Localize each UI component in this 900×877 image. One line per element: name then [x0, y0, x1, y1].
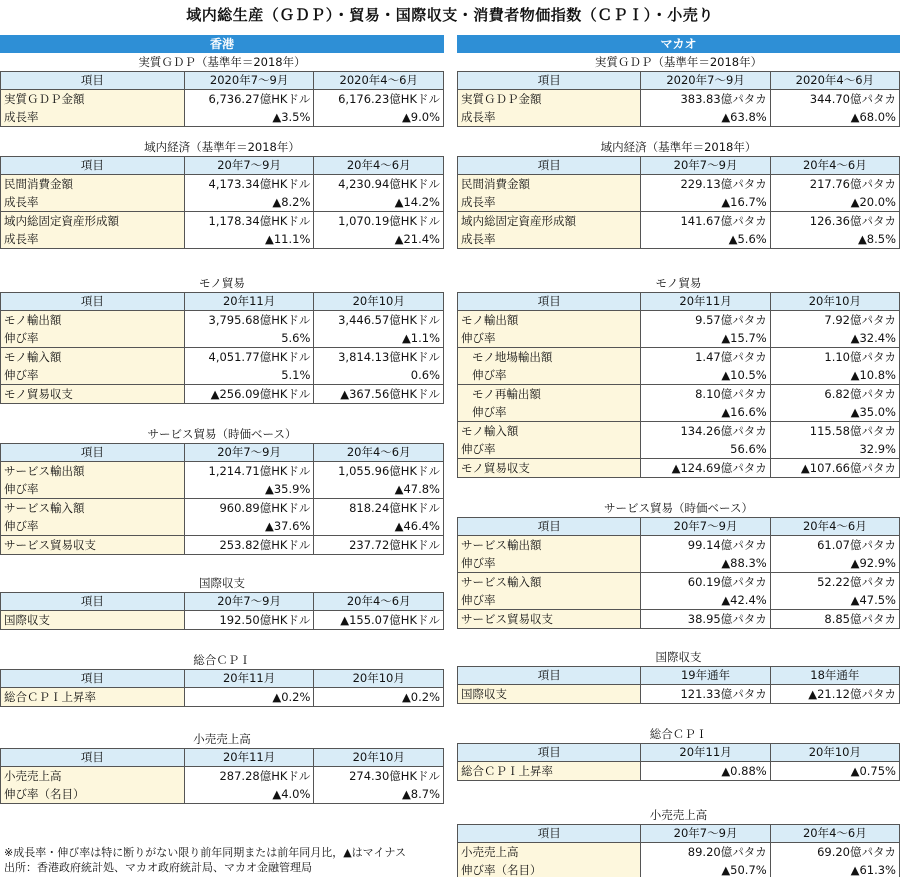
row-label: 伸び率（名目）: [458, 861, 641, 877]
table-row: [1, 688, 444, 707]
row-label: 民間消費金額: [1, 175, 185, 194]
table-row: [1, 212, 444, 231]
region-banner: マカオ: [457, 35, 900, 53]
value-cell: 5.1%: [184, 366, 314, 385]
section-title: 域内経済（基準年＝2018年）: [144, 140, 300, 154]
column-header-item: 項目: [1, 749, 185, 767]
section-title: 国際収支: [199, 576, 245, 590]
column-header-period: 20年4〜6月: [770, 157, 899, 175]
row-label: モノ輸出額: [458, 311, 641, 330]
value-cell: ▲11.1%: [184, 230, 314, 249]
value-cell: 126.36億パタカ: [770, 212, 899, 231]
column-header-item: 項目: [1, 72, 185, 90]
header-row: [458, 825, 900, 843]
section-goods-trade: [457, 275, 900, 478]
header-row: [1, 444, 444, 462]
column-header-period: 20年10月: [314, 749, 444, 767]
data-table: [457, 824, 900, 877]
header-row: [458, 667, 900, 685]
column-header-item: 項目: [458, 667, 641, 685]
row-label: 伸び率: [1, 517, 185, 536]
column-header-period: 20年4〜6月: [314, 157, 444, 175]
row-label: サービス輸出額: [458, 536, 641, 555]
value-cell: ▲3.5%: [184, 108, 314, 127]
row-label: モノ地場輸出額: [458, 348, 641, 367]
column-header-period: 20年7〜9月: [641, 518, 770, 536]
row-label: 成長率: [458, 108, 641, 127]
row-label: 伸び率: [1, 480, 185, 499]
value-cell: ▲0.75%: [770, 762, 899, 781]
table-row: [458, 843, 900, 862]
footnote-source: 出所：香港政府統計処、マカオ政府統計局、マカオ金融管理局: [4, 861, 312, 874]
section-overall-cpi: [457, 726, 900, 781]
row-label: 民間消費金額: [458, 175, 641, 194]
value-cell: 56.6%: [641, 440, 770, 459]
value-cell: 229.13億パタカ: [641, 175, 770, 194]
value-cell: ▲8.2%: [184, 193, 314, 212]
row-label: 成長率: [1, 108, 185, 127]
table-row: [458, 175, 900, 194]
table-row: [458, 90, 900, 109]
row-label: 伸び率（名目）: [1, 785, 185, 804]
header-row: [1, 72, 444, 90]
table-row: [1, 175, 444, 194]
data-table: [0, 443, 444, 555]
value-cell: 1,214.71億HKドル: [184, 462, 314, 481]
value-cell: ▲8.5%: [770, 230, 899, 249]
column-header-period: 20年7〜9月: [184, 157, 314, 175]
data-table: [457, 156, 900, 249]
data-table: [457, 292, 900, 478]
value-cell: 3,814.13億HKドル: [314, 348, 444, 367]
value-cell: ▲107.66億パタカ: [770, 459, 899, 478]
table-row: [1, 536, 444, 555]
value-cell: ▲37.6%: [184, 517, 314, 536]
row-label: モノ再輸出額: [458, 385, 641, 404]
table-row: [458, 422, 900, 441]
value-cell: ▲256.09億HKドル: [184, 385, 314, 404]
value-cell: ▲21.12億パタカ: [770, 685, 899, 704]
section-title: 小売売上高: [649, 808, 708, 822]
header-row: [458, 293, 900, 311]
value-cell: 32.9%: [770, 440, 899, 459]
data-table: [0, 156, 444, 249]
column-header-period: 20年10月: [314, 670, 444, 688]
value-cell: 383.83億パタカ: [641, 90, 770, 109]
value-cell: 9.57億パタカ: [641, 311, 770, 330]
value-cell: 7.92億パタカ: [770, 311, 899, 330]
row-label: 伸び率: [458, 366, 641, 385]
column-header-period: 19年通年: [641, 667, 770, 685]
row-label: モノ輸入額: [1, 348, 185, 367]
table-row: [458, 536, 900, 555]
row-label: 実質ＧＤＰ金額: [1, 90, 185, 109]
value-cell: 52.22億パタカ: [770, 573, 899, 592]
table-row: [458, 403, 900, 422]
row-label: 成長率: [1, 230, 185, 249]
value-cell: ▲16.7%: [641, 193, 770, 212]
row-label: 成長率: [1, 193, 185, 212]
section-balance-of-payments: [457, 649, 900, 704]
table-row: [1, 517, 444, 536]
row-label: 小売売上高: [1, 767, 185, 786]
section-title: 域内経済（基準年＝2018年）: [600, 140, 757, 154]
value-cell: 237.72億HKドル: [314, 536, 444, 555]
section-title: モノ貿易: [655, 276, 702, 290]
table-row: [1, 499, 444, 518]
table-row: [458, 861, 900, 877]
section-title: サービス貿易（時価ベース）: [147, 427, 297, 441]
value-cell: ▲20.0%: [770, 193, 899, 212]
value-cell: 0.6%: [314, 366, 444, 385]
header-row: [458, 157, 900, 175]
row-label: 伸び率: [458, 554, 641, 573]
column-header-item: 項目: [458, 293, 641, 311]
table-row: [1, 329, 444, 348]
value-cell: ▲367.56億HKドル: [314, 385, 444, 404]
value-cell: 38.95億パタカ: [641, 610, 770, 629]
value-cell: ▲47.5%: [770, 591, 899, 610]
row-label: 国際収支: [458, 685, 641, 704]
value-cell: ▲1.1%: [314, 329, 444, 348]
value-cell: ▲92.9%: [770, 554, 899, 573]
row-label: モノ貿易収支: [1, 385, 185, 404]
value-cell: 287.28億HKドル: [184, 767, 314, 786]
value-cell: 1.10億パタカ: [770, 348, 899, 367]
row-label: 小売売上高: [458, 843, 641, 862]
section-real-gdp: [0, 54, 444, 127]
section-domestic-economy: [0, 139, 444, 249]
row-label: 域内総固定資産形成額: [458, 212, 641, 231]
section-services-trade: [0, 426, 444, 555]
table-row: [458, 591, 900, 610]
value-cell: 89.20億パタカ: [641, 843, 770, 862]
table-row: [1, 385, 444, 404]
data-table: [0, 71, 444, 127]
value-cell: ▲5.6%: [641, 230, 770, 249]
table-row: [458, 212, 900, 231]
column-header-period: 18年通年: [770, 667, 899, 685]
value-cell: 5.6%: [184, 329, 314, 348]
section-retail-sales: [457, 807, 900, 877]
data-table: [457, 517, 900, 629]
column-header-period: 20年11月: [641, 744, 770, 762]
value-cell: 1,055.96億HKドル: [314, 462, 444, 481]
table-row: [458, 440, 900, 459]
section-services-trade: [457, 500, 900, 629]
table-row: [1, 348, 444, 367]
column-header-item: 項目: [1, 670, 185, 688]
value-cell: 274.30億HKドル: [314, 767, 444, 786]
table-row: [1, 462, 444, 481]
section-title: 国際収支: [655, 650, 702, 664]
row-label: モノ貿易収支: [458, 459, 641, 478]
column-header-item: 項目: [1, 593, 185, 611]
table-row: [458, 311, 900, 330]
data-table: [0, 592, 444, 630]
row-label: モノ輸出額: [1, 311, 185, 330]
value-cell: 4,051.77億HKドル: [184, 348, 314, 367]
row-label: 伸び率: [458, 329, 641, 348]
value-cell: 134.26億パタカ: [641, 422, 770, 441]
column-header-period: 20年11月: [184, 749, 314, 767]
section-overall-cpi: [0, 652, 444, 707]
column-header-period: 20年4〜6月: [314, 593, 444, 611]
table-row: [1, 785, 444, 804]
table-row: [458, 348, 900, 367]
section-domestic-economy: [457, 139, 900, 249]
column-header-period: 20年10月: [314, 293, 444, 311]
value-cell: ▲4.0%: [184, 785, 314, 804]
value-cell: 6,736.27億HKドル: [184, 90, 314, 109]
value-cell: 121.33億パタカ: [641, 685, 770, 704]
row-label: 伸び率: [1, 329, 185, 348]
value-cell: ▲16.6%: [641, 403, 770, 422]
column-header-period: 20年10月: [770, 744, 899, 762]
table-row: [1, 108, 444, 127]
value-cell: 1,178.34億HKドル: [184, 212, 314, 231]
section-title: 実質ＧＤＰ（基準年＝2018年）: [594, 55, 763, 69]
row-label: 成長率: [458, 230, 641, 249]
value-cell: 4,173.34億HKドル: [184, 175, 314, 194]
column-header-period: 20年7〜9月: [184, 593, 314, 611]
value-cell: ▲61.3%: [770, 861, 899, 877]
value-cell: 141.67億パタカ: [641, 212, 770, 231]
value-cell: 4,230.94億HKドル: [314, 175, 444, 194]
table-row: [1, 767, 444, 786]
value-cell: ▲9.0%: [314, 108, 444, 127]
column-header-item: 項目: [458, 518, 641, 536]
column-header-item: 項目: [1, 293, 185, 311]
table-row: [458, 554, 900, 573]
section-real-gdp: [457, 54, 900, 127]
value-cell: ▲47.8%: [314, 480, 444, 499]
table-row: [458, 230, 900, 249]
page-title: 域内総生産（ＧＤＰ）・貿易・国際収支・消費者物価指数（ＣＰＩ）・小売り: [186, 6, 714, 24]
column-header-period: 2020年4〜6月: [770, 72, 899, 90]
value-cell: ▲32.4%: [770, 329, 899, 348]
table-row: [458, 610, 900, 629]
value-cell: 69.20億パタカ: [770, 843, 899, 862]
column-header-period: 20年11月: [184, 670, 314, 688]
value-cell: ▲50.7%: [641, 861, 770, 877]
column-header-period: 20年7〜9月: [184, 444, 314, 462]
value-cell: 8.85億パタカ: [770, 610, 899, 629]
value-cell: 960.89億HKドル: [184, 499, 314, 518]
value-cell: 1,070.19億HKドル: [314, 212, 444, 231]
column-header-period: 2020年4〜6月: [314, 72, 444, 90]
value-cell: 253.82億HKドル: [184, 536, 314, 555]
header-row: [1, 670, 444, 688]
value-cell: 3,446.57億HKドル: [314, 311, 444, 330]
value-cell: ▲0.2%: [184, 688, 314, 707]
value-cell: ▲8.7%: [314, 785, 444, 804]
data-table: [457, 743, 900, 781]
header-row: [1, 293, 444, 311]
column-header-item: 項目: [458, 825, 641, 843]
value-cell: ▲68.0%: [770, 108, 899, 127]
row-label: 実質ＧＤＰ金額: [458, 90, 641, 109]
table-row: [458, 385, 900, 404]
column-header-period: 20年4〜6月: [314, 444, 444, 462]
section-title: モノ貿易: [199, 276, 245, 290]
column-header-period: 20年7〜9月: [641, 157, 770, 175]
value-cell: 115.58億パタカ: [770, 422, 899, 441]
value-cell: ▲124.69億パタカ: [641, 459, 770, 478]
row-label: 伸び率: [458, 403, 641, 422]
value-cell: ▲10.5%: [641, 366, 770, 385]
header-row: [458, 744, 900, 762]
value-cell: ▲14.2%: [314, 193, 444, 212]
section-title: サービス貿易（時価ベース）: [604, 501, 753, 515]
row-label: サービス輸出額: [1, 462, 185, 481]
value-cell: ▲42.4%: [641, 591, 770, 610]
section-title: 総合ＣＰＩ: [193, 653, 251, 667]
value-cell: ▲46.4%: [314, 517, 444, 536]
value-cell: ▲21.4%: [314, 230, 444, 249]
table-row: [458, 762, 900, 781]
table-row: [458, 193, 900, 212]
table-row: [1, 90, 444, 109]
hong-kong-column: [0, 35, 444, 804]
column-header-item: 項目: [458, 157, 641, 175]
column-header-item: 項目: [458, 744, 641, 762]
section-title: 総合ＣＰＩ: [649, 727, 708, 741]
table-row: [1, 480, 444, 499]
value-cell: ▲0.88%: [641, 762, 770, 781]
column-header-item: 項目: [458, 72, 641, 90]
value-cell: 99.14億パタカ: [641, 536, 770, 555]
table-row: [458, 108, 900, 127]
value-cell: ▲63.8%: [641, 108, 770, 127]
macau-column: [457, 35, 900, 877]
footnote-note: ※成長率・伸び率は特に断りがない限り前年同期または前年同月比，▲はマイナス: [4, 846, 407, 859]
value-cell: 61.07億パタカ: [770, 536, 899, 555]
data-table: [0, 292, 444, 404]
section-title: 実質ＧＤＰ（基準年＝2018年）: [138, 55, 306, 69]
value-cell: ▲88.3%: [641, 554, 770, 573]
region-banner: 香港: [0, 35, 444, 53]
value-cell: ▲0.2%: [314, 688, 444, 707]
column-header-period: 20年7〜9月: [641, 825, 770, 843]
table-row: [458, 573, 900, 592]
table-row: [1, 611, 444, 630]
value-cell: ▲15.7%: [641, 329, 770, 348]
row-label: 伸び率: [1, 366, 185, 385]
row-label: モノ輸入額: [458, 422, 641, 441]
value-cell: 344.70億パタカ: [770, 90, 899, 109]
row-label: 成長率: [458, 193, 641, 212]
section-title: 小売売上高: [193, 732, 251, 746]
section-balance-of-payments: [0, 575, 444, 630]
data-table: [457, 666, 900, 704]
table-row: [1, 230, 444, 249]
table-row: [458, 685, 900, 704]
column-header-period: 20年4〜6月: [770, 825, 899, 843]
data-table: [0, 669, 444, 707]
row-label: 総合ＣＰＩ上昇率: [1, 688, 185, 707]
column-header-period: 20年11月: [641, 293, 770, 311]
row-label: サービス輸入額: [458, 573, 641, 592]
value-cell: 6,176.23億HKドル: [314, 90, 444, 109]
value-cell: 192.50億HKドル: [184, 611, 314, 630]
footnotes: [4, 845, 406, 875]
value-cell: 1.47億パタカ: [641, 348, 770, 367]
header-row: [1, 593, 444, 611]
table-row: [1, 366, 444, 385]
header-row: [458, 518, 900, 536]
value-cell: ▲35.0%: [770, 403, 899, 422]
column-header-period: 20年10月: [770, 293, 899, 311]
table-row: [1, 193, 444, 212]
column-header-period: 2020年7〜9月: [184, 72, 314, 90]
row-label: 伸び率: [458, 591, 641, 610]
column-header-period: 20年11月: [184, 293, 314, 311]
column-header-item: 項目: [1, 157, 185, 175]
row-label: 国際収支: [1, 611, 185, 630]
row-label: サービス貿易収支: [1, 536, 185, 555]
row-label: サービス輸入額: [1, 499, 185, 518]
column-header-item: 項目: [1, 444, 185, 462]
header-row: [458, 72, 900, 90]
table-row: [458, 366, 900, 385]
column-header-period: 20年4〜6月: [770, 518, 899, 536]
value-cell: 60.19億パタカ: [641, 573, 770, 592]
header-row: [1, 157, 444, 175]
row-label: 伸び率: [458, 440, 641, 459]
value-cell: 6.82億パタカ: [770, 385, 899, 404]
header-row: [1, 749, 444, 767]
value-cell: ▲155.07億HKドル: [314, 611, 444, 630]
table-row: [1, 311, 444, 330]
value-cell: 217.76億パタカ: [770, 175, 899, 194]
data-table: [0, 748, 444, 804]
row-label: 総合ＣＰＩ上昇率: [458, 762, 641, 781]
table-row: [458, 459, 900, 478]
section-goods-trade: [0, 275, 444, 404]
table-row: [458, 329, 900, 348]
value-cell: 8.10億パタカ: [641, 385, 770, 404]
value-cell: ▲10.8%: [770, 366, 899, 385]
section-retail-sales: [0, 731, 444, 804]
data-table: [457, 71, 900, 127]
row-label: サービス貿易収支: [458, 610, 641, 629]
value-cell: 818.24億HKドル: [314, 499, 444, 518]
value-cell: ▲35.9%: [184, 480, 314, 499]
value-cell: 3,795.68億HKドル: [184, 311, 314, 330]
row-label: 域内総固定資産形成額: [1, 212, 185, 231]
column-header-period: 2020年7〜9月: [641, 72, 770, 90]
